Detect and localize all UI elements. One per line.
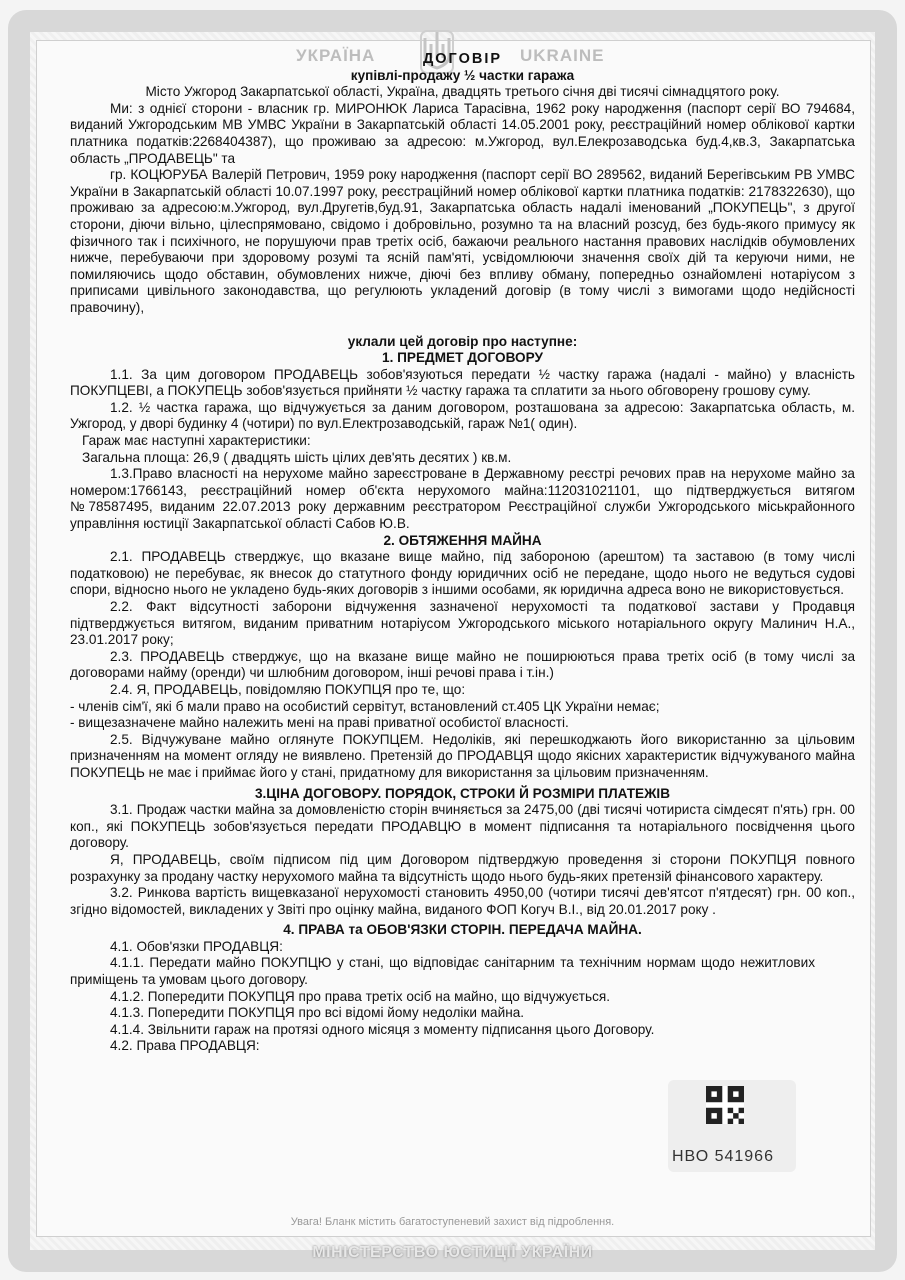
clause: 2.4. Я, ПРОДАВЕЦЬ, повідомляю ПОКУПЦЯ про те, що: [110, 681, 466, 697]
clause: 2.2. Факт відсутності заборони відчуження зазначеної нерухомості та податкової застави у Продавця підтверджується витягом, виданим приватним нотаріусом Ужгородського міського нотаріального округу Малинич Н.А., 23.01.2017 року; [70, 599, 855, 648]
section-title: 4. ПРАВА та ОБОВ'ЯЗКИ СТОРІН. ПЕРЕДАЧА МАЙНА. [283, 922, 642, 938]
security-warning: Увага! Бланк містить багатоступеневий захист від підроблення. [290, 1216, 615, 1228]
clause: - вищезазначене майно належить мені на праві приватної особистої власності. [70, 715, 569, 731]
clause: - членів сім'ї, які б мали право на особистий сервітут, встановлений ст.405 ЦК України немає; [70, 698, 660, 714]
clause: Гараж має наступні характеристики: [82, 433, 311, 449]
clause: 4.1. Обов'язки ПРОДАВЦЯ: [110, 938, 283, 954]
clause: 2.1. ПРОДАВЕЦЬ стверджує, що вказане вище майно, під забороною (арештом) та заставою (в тому числі податковою) не перебуває, як внесок до статутного фонду юридичних осіб не передане, щодо нього не ведуться судові спори, відносно нього не укладено будь-яких договорів з іншими особами, як юридична адреса воно не використовується. [70, 549, 855, 598]
doc-subtitle: купівлі-продажу ½ частки гаража [350, 67, 575, 83]
clause: 1.2. ½ частка гаража, що відчужується за даним договором, розташована за адресою: Закарпатська область, м. Ужгород, у дворі будинку 4 (чотири) по вул.Електрозаводській, гараж №1( один). [70, 399, 855, 432]
clause: 1.3.Право власності на нерухоме майно зареєстроване в Державному реєстрі речових прав на нерухоме майно за номером:1766143, реєстраційний номер об'єкта нерухомого майна:112031021101, що підтверджується витягом №78587495, виданим 22.07.2013 року державним реєстратором Реєстраційної служби Ужгородського міськрайонного управління юстиції Закарпатської області Сабов Ю.В. [70, 466, 855, 532]
serial-number: НВО 541966 [672, 1148, 774, 1165]
intro-paragraph: Ми: з однієї сторони - власник гр. МИРОНЮК Лариса Тарасівна, 1962 року народження (паспорт серії ВО 794684, виданий Ужгородським МВ УМВС України в Закарпатській області 14.05.2001 року, реєстраційний номер облікової картки платника податків:2268404387), що проживаю за адресою: м.Ужгород, вул.Елекрозаводська буд.4,кв.3, Закарпатська область „ПРОДАВЕЦЬ" та [70, 100, 855, 166]
clause: 4.1.3. Попередити ПОКУПЦЯ про всі відомі йому недоліки майна. [110, 1005, 525, 1021]
agreed-line: уклали цей договір про наступне: [347, 333, 578, 349]
doc-title: ДОГОВІР [422, 51, 503, 67]
place-date: Місто Ужгород Закарпатської області, Україна, двадцять третього січня дві тисячі сімнадцятого року. [145, 84, 780, 100]
clause: 4.1.4. Звільнити гараж на протязі одного місяця з моменту підписання цього Договору. [110, 1021, 655, 1037]
clause: 2.3. ПРОДАВЕЦЬ стверджує, що на вказане вище майно не поширюються права третіх осіб (в тому числі за договорами найму (оренди) чи шлюбним договором, інші речові права і т.ін.) [70, 648, 855, 681]
document-body [70, 51, 855, 1055]
header-ukraine-ua: УКРАЇНА [296, 46, 376, 65]
ministry-footer: МІНІСТЕРСТВО ЮСТИЦІЇ УКРАЇНИ [312, 1244, 593, 1261]
qr-code-icon [706, 1086, 744, 1124]
section-title: 2. ОБТЯЖЕННЯ МАЙНА [383, 532, 542, 548]
section-title: 1. ПРЕДМЕТ ДОГОВОРУ [382, 350, 543, 366]
clause: 4.1.1. Передати майно ПОКУПЦЮ у стані, що відповідає санітарним та технічним нормам щодо нежитлових приміщень та умовам цього договору. [70, 955, 815, 988]
clause: 3.1. Продаж частки майна за домовленістю сторін вчиняється за 2475,00 (дві тисячі чотириста сімдесят п'ять) грн. 00 коп., які ПОКУПЕЦЬ зобов'язується передати ПРОДАВЦЮ в момент підписання та нотаріального посвідчення цього договору. [70, 802, 855, 851]
clause: 2.5. Відчужуване майно оглянуте ПОКУПЦЕМ. Недоліків, які перешкоджають його використанню за цільовим призначенням на момент огляду не виявлено. Претензій до ПРОДАВЦЯ щодо якісних характеристик відчужуваного майна ПОКУПЕЦЬ не має і приймає його у стані, придатному для використання за цільовим призначенням. [70, 731, 855, 780]
clause: 1.1. За цим договором ПРОДАВЕЦЬ зобов'язуються передати ½ частку гаража (надалі - майно) у власність ПОКУПЦЕВІ, а ПОКУПЕЦЬ зобов'язується прийняти ½ частку гаража та сплатити за нього обговорену грошову суму. [70, 366, 855, 399]
intro-paragraph: гр. КОЦЮРУБА Валерій Петрович, 1959 року народження (паспорт серії ВО 289562, виданий Берегівським РВ УМВС України в Закарпатській області 10.07.1997 року, реєстраційний номер облікової картки платника податків: 2178322630), що проживаю за адресою:м.Ужгород, вул.Другетів,буд.91, Закарпатська область надалі іменований „ПОКУПЕЦЬ", з другої сторони, діючи вільно, цілеспрямовано, свідомо і добровільно, розумно та на власний розсуд, без будь-якого примусу як фізичного так і психічного, не порушуючи прав третіх осіб, бажаючи реального настання правових наслідків обумовлених нижче, перебуваючи при здоровому розумі та ясній пам'яті, усвідомлюючи значення своїх дій та керуючи ними, не помиляючись щодо обставин, обумовлених нижче, діючі без впливу обману, попередньо ознайомлені нотаріусом з приписами цивільного законодавства, що регулюють укладений договір (в тому числі з вимогами щодо недійсності правочину), [70, 167, 855, 315]
clause: Я, ПРОДАВЕЦЬ, своїм підписом під цим Договором підтверджую проведення зі сторони ПОКУПЦЯ повного розрахунку за продану частку нерухомого майна та відсутність щодо нього будь-яких претензій фінансового характеру. [70, 851, 855, 884]
clause: 4.1.2. Попередити ПОКУПЦЯ про права третіх осіб на майно, що відчужується. [110, 988, 611, 1004]
clause: Загальна площа: 26,9 ( двадцять шість цілих дев'ять десятих ) кв.м. [82, 449, 512, 465]
clause: 4.2. Права ПРОДАВЦЯ: [110, 1038, 260, 1054]
header-ukraine-en: UKRAINE [520, 46, 605, 65]
section-title: 3.ЦІНА ДОГОВОРУ. ПОРЯДОК, СТРОКИ Й РОЗМІРИ ПЛАТЕЖІВ [254, 785, 671, 801]
clause: 3.2. Ринкова вартість вищевказаної нерухомості становить 4950,00 (чотири тисячі дев'ятсот п'ятдесят) грн. 00 коп., згідно відомостей, викладених у Звіті про оцінку майна, виданого ФОП Когуч В.І., від 20.01.2017 року . [70, 885, 855, 917]
